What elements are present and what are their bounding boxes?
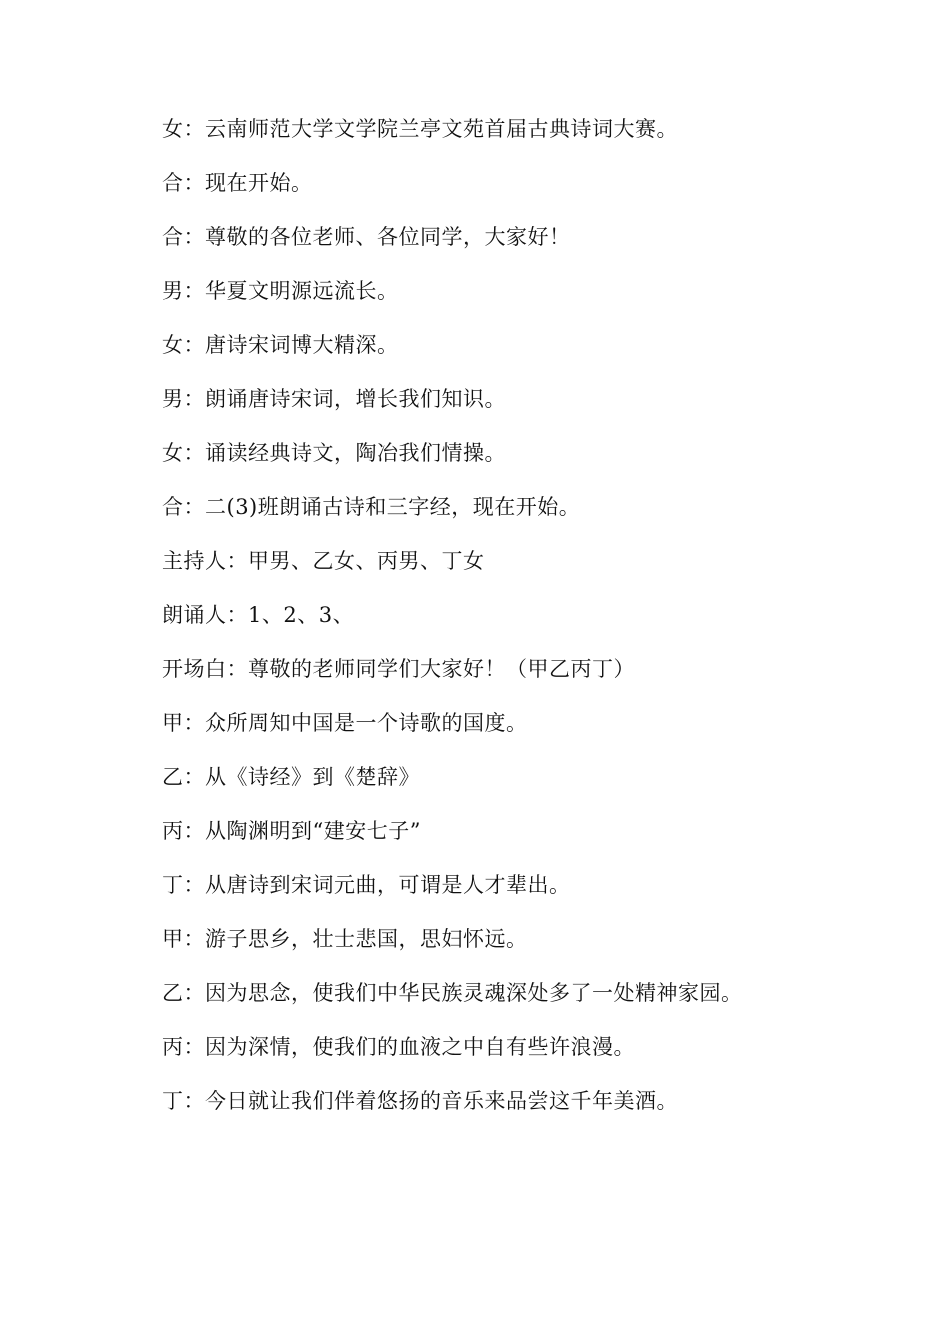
script-line: 男：朗诵唐诗宋词，增长我们知识。	[162, 387, 506, 411]
script-line: 丁：从唐诗到宋词元曲，可谓是人才辈出。	[162, 873, 571, 897]
script-line: 甲：游子思乡，壮士悲国，思妇怀远。	[162, 927, 528, 951]
script-lines	[162, 114, 922, 1140]
script-line: 主持人：甲男、乙女、丙男、丁女	[162, 549, 485, 573]
script-line: 丁：今日就让我们伴着悠扬的音乐来品尝这千年美酒。	[162, 1089, 678, 1113]
script-line: 合：尊敬的各位老师、各位同学，大家好！	[162, 225, 571, 249]
script-line: 乙：从《诗经》到《楚辞》	[162, 765, 420, 789]
script-line: 朗诵人：1、2、3、	[162, 603, 355, 627]
script-line: 丙：从陶渊明到“建安七子”	[162, 819, 421, 843]
script-line: 乙：因为思念，使我们中华民族灵魂深处多了一处精神家园。	[162, 981, 743, 1005]
script-line: 男：华夏文明源远流长。	[162, 279, 399, 303]
script-line: 开场白：尊敬的老师同学们大家好！（甲乙丙丁）	[162, 657, 635, 681]
script-line: 女：唐诗宋词博大精深。	[162, 333, 399, 357]
script-line: 丙：因为深情，使我们的血液之中自有些许浪漫。	[162, 1035, 635, 1059]
script-line: 合：二(3)班朗诵古诗和三字经，现在开始。	[162, 495, 581, 519]
script-line: 女：云南师范大学文学院兰亭文苑首届古典诗词大赛。	[162, 117, 678, 141]
script-line: 合：现在开始。	[162, 171, 313, 195]
script-line: 甲：众所周知中国是一个诗歌的国度。	[162, 711, 528, 735]
script-line: 女：诵读经典诗文，陶冶我们情操。	[162, 441, 506, 465]
